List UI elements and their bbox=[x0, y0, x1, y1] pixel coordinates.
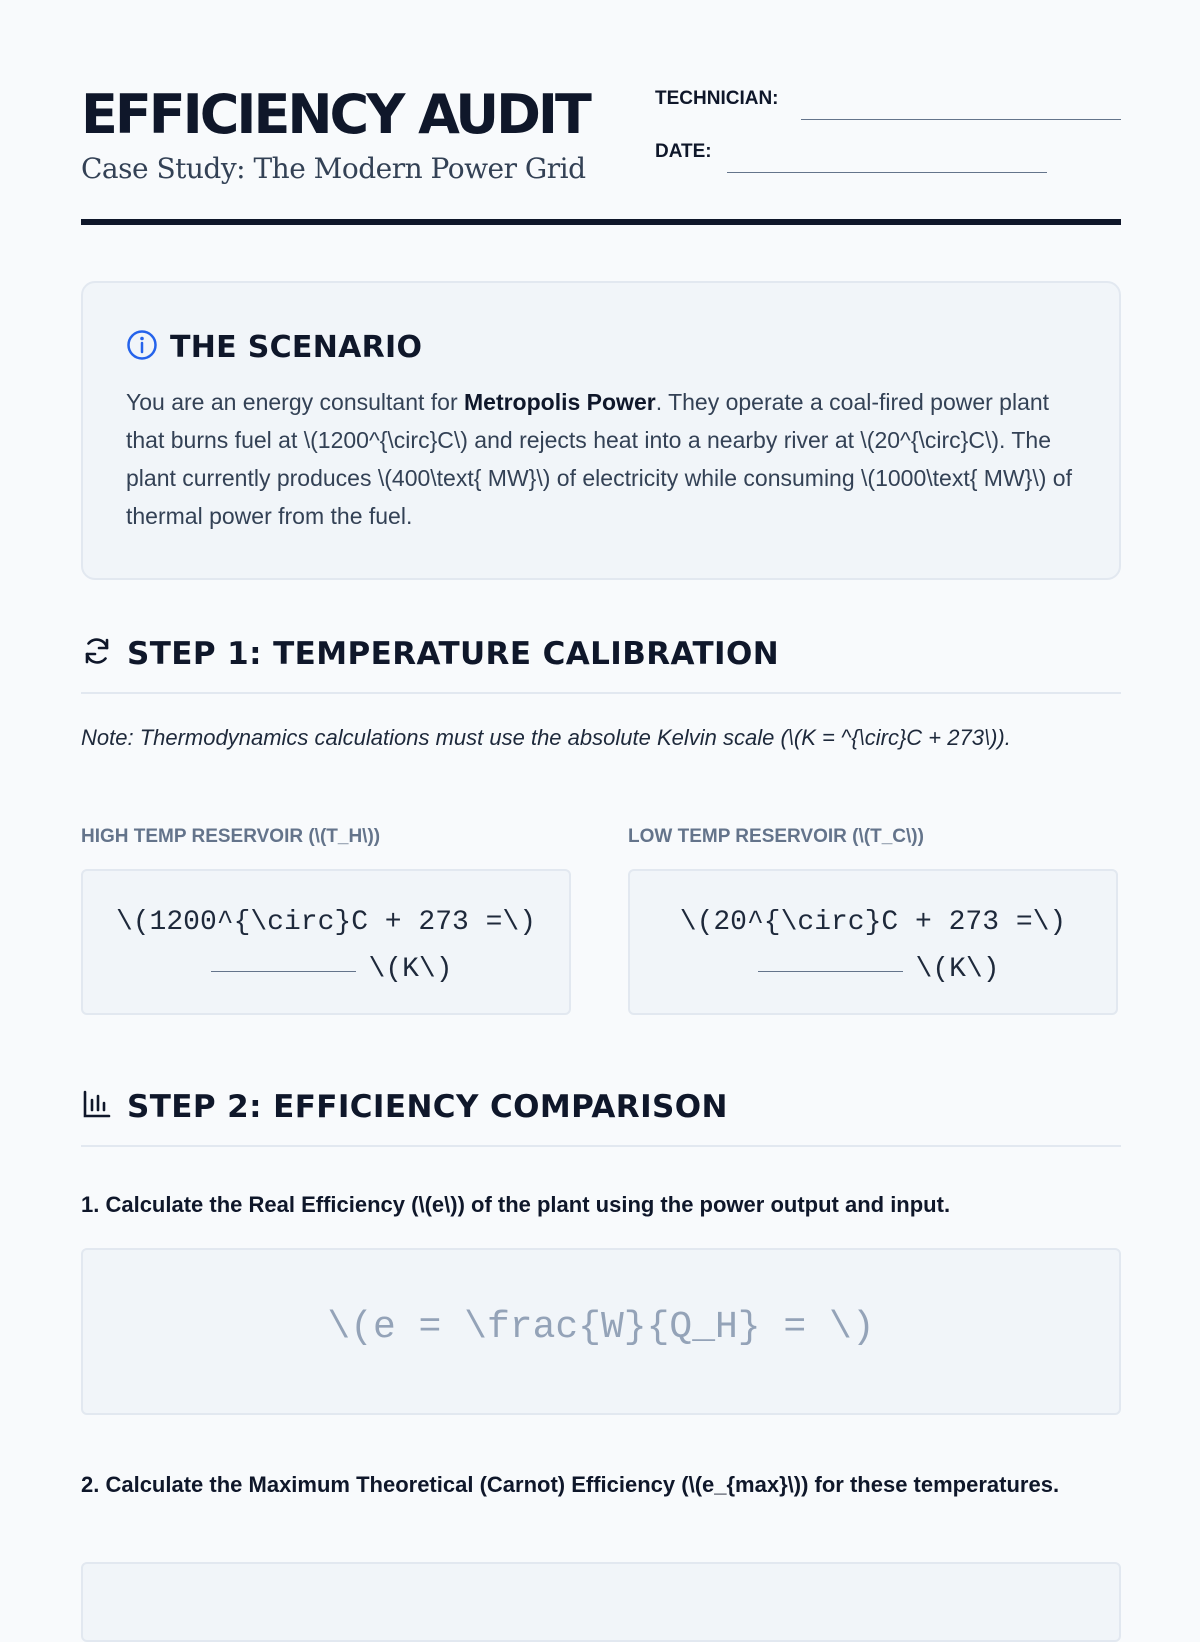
low-temp-box bbox=[628, 869, 1118, 1015]
question-1: 1. Calculate the Real Efficiency (\(e\)) of the plant using the power output and input. bbox=[81, 1192, 951, 1217]
date-field[interactable] bbox=[727, 172, 1047, 173]
page-subtitle: Case Study: The Modern Power Grid bbox=[81, 152, 586, 185]
high-temp-formula bbox=[103, 899, 549, 993]
low-temp-answer-blank[interactable] bbox=[758, 970, 903, 972]
question-2: 2. Calculate the Maximum Theoretical (Carnot) Efficiency (\(e_{max}\)) for these temperatures. bbox=[81, 1472, 1060, 1497]
high-temp-expression: \(1200^{\circ}C + 273 =\) bbox=[115, 907, 537, 938]
high-temp-label: HIGH TEMP RESERVOIR (\(T_H\)) bbox=[81, 826, 381, 847]
step1-title: STEP 1: TEMPERATURE CALIBRATION bbox=[127, 635, 780, 672]
step1-divider bbox=[81, 692, 1121, 694]
technician-label: TECHNICIAN: bbox=[655, 88, 779, 109]
step2-title: STEP 2: EFFICIENCY COMPARISON bbox=[127, 1088, 728, 1125]
low-temp-expression: \(20^{\circ}C + 273 =\) bbox=[679, 907, 1067, 938]
page-title: EFFICIENCY AUDIT bbox=[81, 83, 589, 146]
scenario-text-intro: You are an energy consultant for bbox=[126, 389, 464, 415]
high-temp-answer-blank[interactable] bbox=[211, 970, 356, 972]
technician-field[interactable] bbox=[801, 119, 1121, 120]
high-temp-box bbox=[81, 869, 571, 1015]
low-temp-label: LOW TEMP RESERVOIR (\(T_C\)) bbox=[628, 826, 924, 847]
scenario-text bbox=[126, 383, 1076, 535]
low-temp-formula bbox=[650, 899, 1096, 993]
high-temp-unit: \(K\) bbox=[368, 954, 453, 985]
scenario-text-body: . They operate a coal-fired power plant that burns fuel at \(1200^{\circ}C\) and rejects heat into a nearby river at \(20^{\circ}C\). The plant currently produces \(400\text{ MW}\) of electricity while consuming \(1000\text{ MW}\) of thermal power from the fuel. bbox=[126, 389, 1072, 529]
refresh-icon bbox=[81, 635, 113, 672]
bar-chart-icon bbox=[81, 1088, 113, 1125]
step1-heading bbox=[81, 635, 779, 672]
question-1-answer-box[interactable] bbox=[81, 1248, 1121, 1415]
company-name: Metropolis Power bbox=[464, 389, 656, 415]
question-2-answer-box[interactable] bbox=[81, 1562, 1121, 1642]
scenario-card bbox=[81, 281, 1121, 580]
scenario-title: THE SCENARIO bbox=[170, 330, 423, 365]
kelvin-note: Note: Thermodynamics calculations must use the absolute Kelvin scale (\(K = ^{\circ}C + 273\)). bbox=[81, 725, 1011, 750]
info-icon bbox=[126, 329, 158, 366]
efficiency-formula: \(e = \frac{W}{Q_H} = \) bbox=[327, 1306, 875, 1349]
worksheet-header bbox=[81, 84, 1121, 229]
low-temp-unit: \(K\) bbox=[915, 954, 1000, 985]
date-label: DATE: bbox=[655, 141, 712, 162]
step2-heading bbox=[81, 1088, 728, 1125]
step2-divider bbox=[81, 1145, 1121, 1147]
scenario-heading bbox=[126, 329, 422, 366]
header-divider bbox=[81, 219, 1121, 225]
